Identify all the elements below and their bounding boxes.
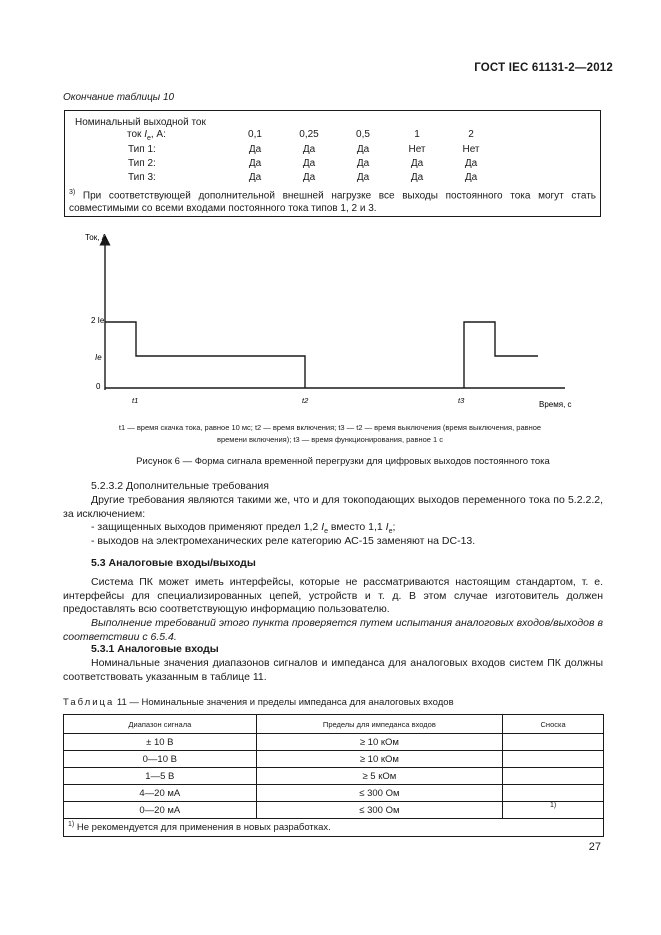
list-item-2: - выходов на электромеханических реле категорию АС-15 заменяют на DC-13.: [91, 535, 476, 547]
heading-5-2-3-2: 5.2.3.2 Дополнительные требования: [91, 480, 269, 492]
table-row: [64, 734, 604, 751]
table-cell: Да: [464, 172, 478, 183]
table-cell: Да: [302, 172, 316, 183]
table-cell: ≥ 5 кОм: [256, 768, 503, 785]
waveform-2: [464, 322, 538, 388]
table-cell: 0—20 мА: [64, 802, 257, 819]
table-cell: Да: [248, 144, 262, 155]
current-value: 0,25: [299, 129, 319, 140]
para-5-3: Система ПК может иметь интерфейсы, которые не рассматриваются настоящим стандартом, т. е. интерфейсы для специализированных цепей, устройств и т. д. В этом случае изготовитель должен предоставлять всю соответствующую информацию пользователю.: [63, 576, 603, 615]
list-item-1: - защищенных выходов применяют предел 1,2 $I_e$ вместо 1,1 $I_e$;: [91, 521, 396, 536]
table-cell: ≤ 300 Ом: [256, 802, 503, 819]
table-cell: Да: [248, 158, 262, 169]
y-tick-0: 0: [96, 382, 101, 391]
table-cell: 0—10 В: [64, 751, 257, 768]
y-tick-ie: Ie: [95, 353, 102, 362]
y-tick-2ie: 2 Ie: [91, 316, 105, 325]
table-cell: ≥ 10 кОм: [256, 751, 503, 768]
table-cell: Да: [356, 172, 370, 183]
current-value: 0,5: [356, 129, 370, 140]
table-cell: [503, 751, 604, 768]
y-axis-label: Ток, А: [85, 233, 107, 242]
current-value: 2: [468, 129, 474, 140]
table-10-end: [64, 110, 601, 217]
table-cell: Да: [302, 144, 316, 155]
table-cell: Да: [356, 158, 370, 169]
col-header: Диапазон сигнала: [64, 715, 257, 734]
table-row: [64, 751, 604, 768]
table-row: [64, 785, 604, 802]
para-5-3-1: Номинальные значения диапазонов сигналов и импеданса для аналоговых входов систем ПК должны соответствовать указанным в таблице 11.: [63, 657, 603, 683]
table-row: [64, 802, 604, 819]
table-10-footnote: $^{3)}$ При соответствующей дополнительной внешней нагрузке все выходы постоянного тока могут стать совместимыми со всеми входами постоянного тока типов 1, 2 и 3.: [69, 189, 596, 215]
current-value: 0,1: [248, 129, 262, 140]
table-11-footnote: $^{1)}$ Не рекомендуется для применения в новых разработках.: [64, 819, 604, 837]
document-header: ГОСТ IEC 61131-2—2012: [474, 62, 613, 74]
table-cell: Да: [356, 144, 370, 155]
table-cell: [503, 734, 604, 751]
type-label: Тип 1:: [128, 144, 156, 155]
col-header: Пределы для импеданса входов: [256, 715, 503, 734]
current-label: ток $I_e$, А:: [127, 129, 166, 142]
table-continuation-label: Окончание таблицы 10: [63, 92, 175, 103]
table-11: [63, 714, 604, 837]
heading-5-3-1: 5.3.1 Аналоговые входы: [91, 643, 219, 655]
figure-6-legend: t1 — время скачка тока, равное 10 мс; t2 — время включения; t3 — t2 — время выключения (время выключения, равное времени включения); t3 — время функционирования, равное 1 с: [118, 423, 542, 444]
table-cell: 4—20 мА: [64, 785, 257, 802]
row-title: Номинальный выходной ток: [75, 117, 206, 128]
figure-6-caption: Рисунок 6 — Форма сигнала временной перегрузки для цифровых выходов постоянного тока: [136, 456, 550, 467]
x-axis-label: Время, с: [539, 400, 572, 409]
waveform-1: [105, 322, 305, 388]
heading-5-3: 5.3 Аналоговые входы/выходы: [91, 557, 256, 569]
table-cell: ± 10 В: [64, 734, 257, 751]
current-value: 1: [414, 129, 420, 140]
page-number: 27: [588, 841, 601, 853]
table-cell: ≤ 300 Ом: [256, 785, 503, 802]
para-5-2-3-2: Другие требования являются такими же, что и для токоподающих выходов переменного тока по 5.2.2.2, за исключением:: [63, 494, 603, 520]
table-cell: [503, 785, 604, 802]
x-tick-t3: t3: [458, 396, 465, 405]
table-cell: Да: [464, 158, 478, 169]
table-cell: Да: [302, 158, 316, 169]
table-cell: [503, 768, 604, 785]
table-cell: Да: [410, 158, 424, 169]
table-cell: Нет: [408, 144, 426, 155]
table-cell: ≥ 10 кОм: [256, 734, 503, 751]
table-cell: 1): [503, 802, 604, 819]
type-label: Тип 2:: [128, 158, 156, 169]
col-header: Сноска: [503, 715, 604, 734]
table-cell: Да: [248, 172, 262, 183]
x-tick-t2: t2: [302, 396, 309, 405]
table-row: [64, 768, 604, 785]
table-cell: 1—5 В: [64, 768, 257, 785]
table-cell: Да: [410, 172, 424, 183]
x-tick-t1: t1: [132, 396, 139, 405]
type-label: Тип 3:: [128, 172, 156, 183]
table-11-title: Таблица 11 — Номинальные значения и пределы импеданса для аналоговых входов: [63, 697, 454, 708]
table-cell: Нет: [462, 144, 480, 155]
para-5-3-italic: Выполнение требований этого пункта проверяется путем испытания аналоговых входов/выходов в соответствии с 6.5.4.: [63, 617, 603, 643]
figure-6-chart: [60, 225, 620, 420]
